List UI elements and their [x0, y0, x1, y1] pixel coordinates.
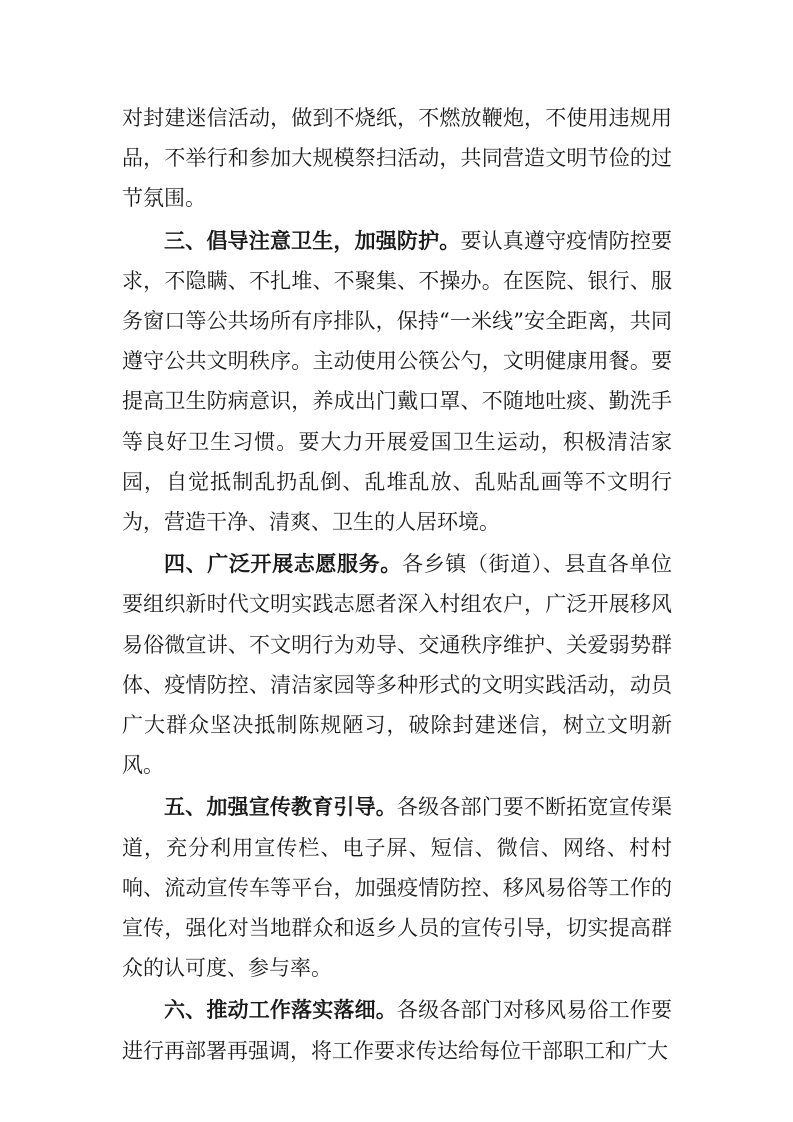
- section-5-paragraph: [122, 787, 672, 988]
- section-5-heading: 五、加强宣传教育引导。: [164, 795, 397, 820]
- section-5-body: 各级各部门要不断拓宽宣传渠道，充分利用宣传栏、电子屏、短信、微信、网络、村村响、流动宣传车等平台，加强疫情防控、移风易俗等工作的宣传，强化对当地群众和返乡人员的宣传引导，切实提高群众的认可度、参与率。: [122, 795, 673, 981]
- section-3-heading: 三、倡导注意卫生，加强防护。: [164, 228, 461, 253]
- section-4-heading: 四、广泛开展志愿服务。: [164, 552, 402, 577]
- section-6-body: 各级各部门对移风易俗工作要进行再部署再强调，将工作要求传达给每位干部职工和广大: [122, 998, 673, 1063]
- section-4-body: 各乡镇（街道）、县直各单位要组织新时代文明实践志愿者深入村组农户，广泛开展移风易俗微宣讲、不文明行为劝导、交通秩序维护、关爱弱势群体、疫情防控、清洁家园等多种形式的文明实践活动，动员广大群众坚决抵制陈规陋习，破除封建迷信，树立文明新风。: [122, 552, 673, 778]
- section-3-paragraph: [122, 221, 672, 543]
- section-6-paragraph: [122, 990, 672, 1070]
- intro-paragraph: 对封建迷信活动，做到不烧纸，不燃放鞭炮，不使用违规用品，不举行和参加大规模祭扫活动，共同营造文明节俭的过节氛围。: [122, 106, 672, 211]
- document-body: [122, 98, 672, 1071]
- section-4-paragraph: [122, 544, 672, 785]
- section-6-heading: 六、推动工作落实落细。: [164, 998, 397, 1023]
- section-3-body: 要认真遵守疫情防控要求，不隐瞒、不扎堆、不聚集、不操办。在医院、银行、服务窗口等公共场所有序排队，保持“一米线”安全距离，共同遵守公共文明秩序。主动使用公筷公勺，文明健康用餐。要提高卫生防病意识，养成出门戴口罩、不随地吐痰、勤洗手等良好卫生习惯。要大力开展爱国卫生运动，积极清洁家园，自觉抵制乱扔乱倒、乱堆乱放、乱贴乱画等不文明行为，营造干净、清爽、卫生的人居环境。: [122, 228, 673, 535]
